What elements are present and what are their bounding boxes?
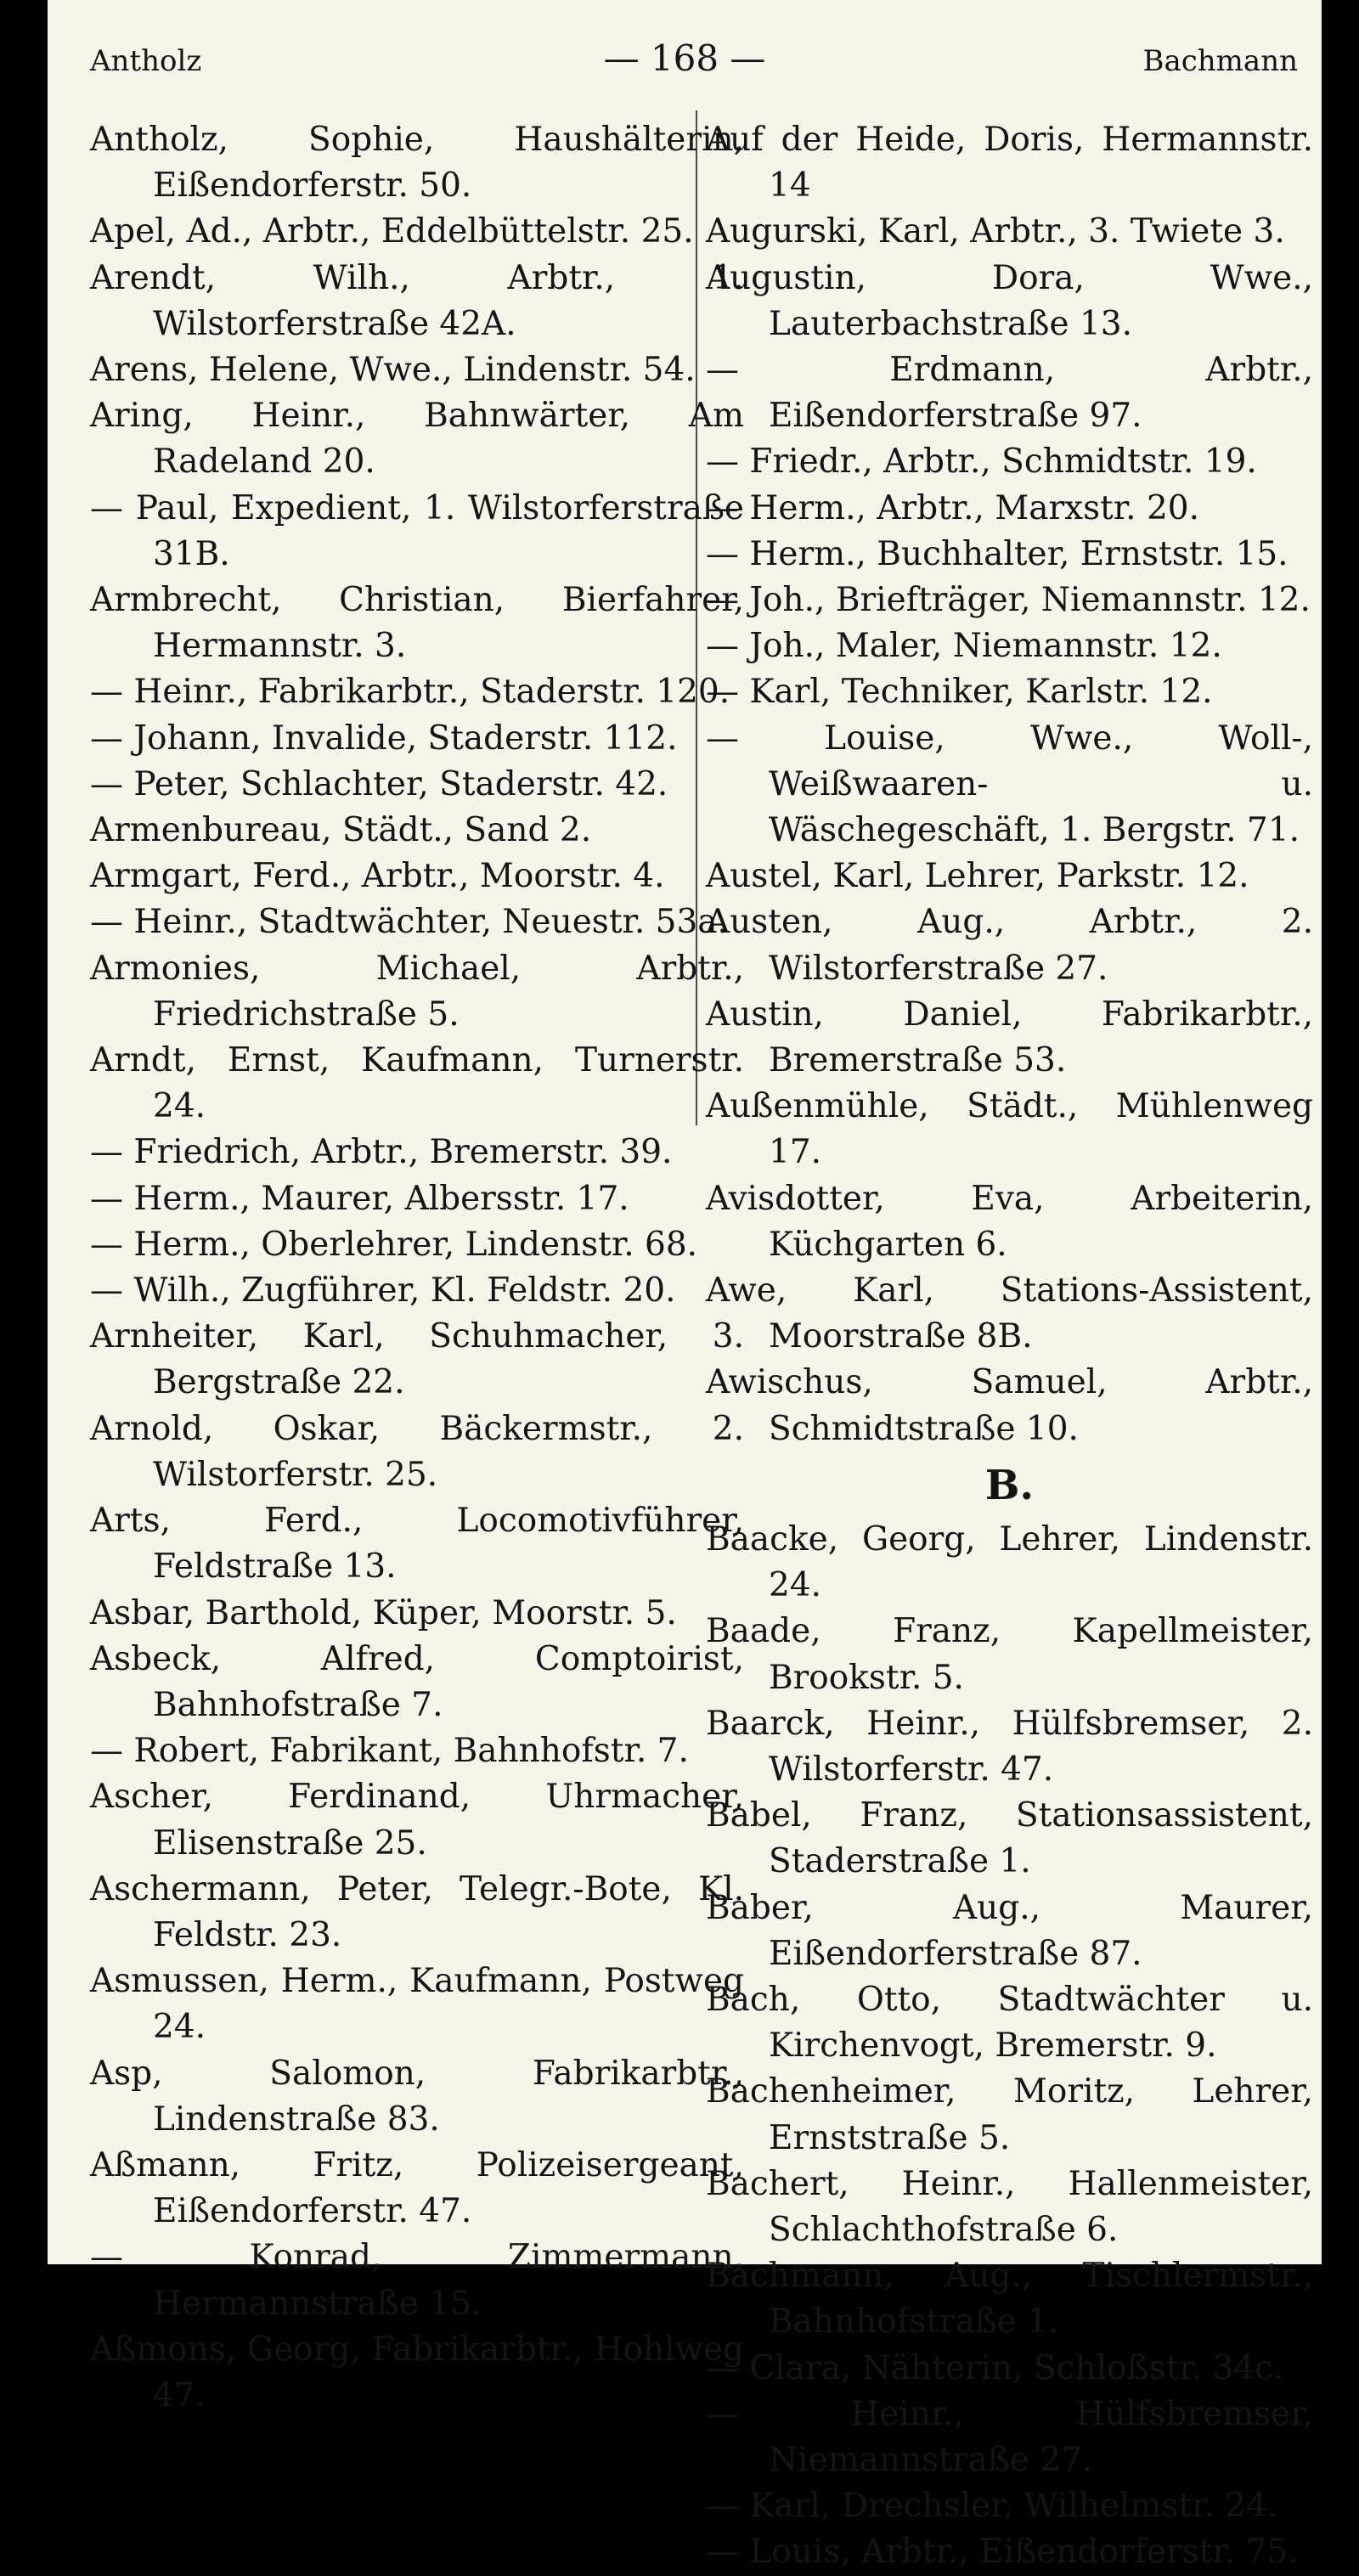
directory-entry: Arens, Helene, Wwe., Lindenstr. 54. xyxy=(90,351,696,390)
directory-entry: — Karl, Techniker, Karlstr. 12. xyxy=(706,673,1213,712)
directory-entry: Baarck, Heinr., Hülfsbremser, 2. Wilstorferstr. 47. xyxy=(706,1704,1313,1789)
directory-entry: — Friedrich, Arbtr., Bremerstr. 39. xyxy=(90,1133,673,1172)
directory-entry: — Karl, Drechsler, Wilhelmstr. 24. xyxy=(706,2487,1278,2526)
directory-entry: Aschermann, Peter, Telegr.-Bote, Kl. Feldstr. 23. xyxy=(90,1869,744,1954)
directory-entry: Arnold, Oskar, Bäckermstr., 2. Wilstorferstr. 25. xyxy=(90,1409,744,1494)
directory-entry: — Heinr., Fabrikarbtr., Staderstr. 120. xyxy=(90,673,730,712)
directory-entry: — Herm., Buchhalter, Ernststr. 15. xyxy=(706,534,1289,573)
directory-entry: — Joh., Maler, Niemannstr. 12. xyxy=(706,627,1222,666)
directory-entry: — Louise, Wwe., Woll-, Weißwaaren- u. Wäschegeschäft, 1. Bergstr. 71. xyxy=(706,719,1313,850)
directory-entry: — Joh., Briefträger, Niemannstr. 12. xyxy=(706,581,1311,620)
directory-entry: Armenbureau, Städt., Sand 2. xyxy=(90,811,592,850)
directory-entry: Aßmons, Georg, Fabrikarbtr., Hohlweg 47. xyxy=(90,2330,744,2415)
directory-entry: — Robert, Fabrikant, Bahnhofstr. 7. xyxy=(90,1732,689,1771)
directory-entry: Augurski, Karl, Arbtr., 3. Twiete 3. xyxy=(706,212,1285,251)
directory-entry: Austin, Daniel, Fabrikarbtr., Bremerstraße 53. xyxy=(706,995,1313,1080)
directory-entry: — Herm., Maurer, Albersstr. 17. xyxy=(90,1179,629,1218)
directory-entry: Awe, Karl, Stations-Assistent, Moorstraße 8B. xyxy=(706,1271,1313,1356)
directory-entry: Außenmühle, Städt., Mühlenweg 17. xyxy=(706,1087,1313,1172)
directory-entry: Ascher, Ferdinand, Uhrmacher, Elisenstraße 25. xyxy=(90,1778,744,1863)
directory-entry: — Johann, Invalide, Staderstr. 112. xyxy=(90,719,678,758)
directory-entry: — Heinr., Stadtwächter, Neuestr. 53a. xyxy=(90,903,728,942)
directory-entry: Asp, Salomon, Fabrikarbtr., Lindenstraße 83. xyxy=(90,2054,744,2139)
directory-entry: Armbrecht, Christian, Bierfahrer, Hermannstr. 3. xyxy=(90,581,744,666)
directory-entry: Augustin, Dora, Wwe., Lauterbachstraße 13. xyxy=(706,258,1313,343)
directory-entry: — Peter, Schlachter, Staderstr. 42. xyxy=(90,764,668,803)
directory-entry: Arendt, Wilh., Arbtr., 1. Wilstorferstraße 42A. xyxy=(90,258,744,343)
directory-entry: — Louis, Arbtr., Eißendorferstr. 75. xyxy=(706,2533,1299,2572)
right-column xyxy=(706,117,1313,2576)
directory-entry: Asmussen, Herm., Kaufmann, Postweg 24. xyxy=(90,1962,744,2047)
directory-entry: — Herm., Oberlehrer, Lindenstr. 68. xyxy=(90,1225,698,1264)
directory-entry: Arts, Ferd., Locomotivführer, Feldstraße 13. xyxy=(90,1502,744,1587)
directory-entry: Antholz, Sophie, Haushälterin, Eißendorferstr. 50. xyxy=(90,121,744,206)
directory-entry: — Clara, Nähterin, Schloßstr. 34c. xyxy=(706,2348,1284,2387)
directory-entry: Asbeck, Alfred, Comptoirist, Bahnhofstraße 7. xyxy=(90,1639,744,1724)
directory-entry: — Wilh., Zugführer, Kl. Feldstr. 20. xyxy=(90,1271,676,1311)
directory-entry: Baade, Franz, Kapellmeister, Brookstr. 5. xyxy=(706,1612,1313,1697)
directory-entry: Auf der Heide, Doris, Hermannstr. 14 xyxy=(706,121,1313,206)
directory-entry: Aring, Heinr., Bahnwärter, Am Radeland 20. xyxy=(90,397,744,482)
directory-entry: Aßmann, Fritz, Polizeisergeant, Eißendorferstr. 47. xyxy=(90,2145,744,2231)
directory-entry: Armonies, Michael, Arbtr., Friedrichstraße 5. xyxy=(90,949,744,1034)
directory-entry: Baber, Aug., Maurer, Eißendorferstraße 87. xyxy=(706,1888,1313,1973)
header-last-entry: Bachmann xyxy=(1142,44,1298,78)
directory-entry: Bachert, Heinr., Hallenmeister, Schlachthofstraße 6. xyxy=(706,2164,1313,2249)
directory-entry: — Paul, Expedient, 1. Wilstorferstraße 31B. xyxy=(90,488,744,573)
directory-entry: Armgart, Ferd., Arbtr., Moorstr. 4. xyxy=(90,857,665,896)
directory-entry: Apel, Ad., Arbtr., Eddelbüttelstr. 25. xyxy=(90,212,694,251)
directory-entry: Bachenheimer, Moritz, Lehrer, Ernststraße 5. xyxy=(706,2072,1313,2157)
directory-entry: Awischus, Samuel, Arbtr., Schmidtstraße 10. xyxy=(706,1363,1313,1448)
directory-entry: — Konrad, Zimmermann, Hermannstraße 15. xyxy=(90,2238,744,2323)
page-header xyxy=(48,37,1322,88)
header-first-entry: Antholz xyxy=(90,44,202,78)
directory-entry: Babel, Franz, Stationsassistent, Staderstraße 1. xyxy=(706,1796,1313,1881)
directory-entry: — Friedr., Arbtr., Schmidtstr. 19. xyxy=(706,442,1257,482)
directory-entry: Bach, Otto, Stadtwächter u. Kirchenvogt, Bremerstr. 9. xyxy=(706,1980,1313,2066)
section-letter-heading: B. xyxy=(984,1461,1035,1509)
directory-entry: — Herm., Arbtr., Marxstr. 20. xyxy=(706,488,1199,527)
page-number: — 168 — xyxy=(603,37,766,79)
directory-entry: Baacke, Georg, Lehrer, Lindenstr. 24. xyxy=(706,1519,1313,1605)
directory-entry: Austel, Karl, Lehrer, Parkstr. 12. xyxy=(706,857,1249,896)
directory-entry: Bachmann, Aug., Tischlermstr., Bahnhofstraße 1. xyxy=(706,2257,1313,2342)
directory-page xyxy=(48,0,1322,2572)
directory-entry: — Erdmann, Arbtr., Eißendorferstraße 97. xyxy=(706,351,1313,436)
directory-entry: Asbar, Barthold, Küper, Moorstr. 5. xyxy=(90,1593,677,1632)
left-column xyxy=(90,117,744,2419)
directory-entry: — Heinr., Hülfsbremser, Niemannstraße 27. xyxy=(706,2394,1313,2479)
directory-entry: Arnheiter, Karl, Schuhmacher, 3. Bergstraße 22. xyxy=(90,1317,744,1402)
directory-entry: Avisdotter, Eva, Arbeiterin, Küchgarten 6. xyxy=(706,1179,1313,1264)
directory-entry: Arndt, Ernst, Kaufmann, Turnerstr. 24. xyxy=(90,1041,744,1126)
directory-entry: Austen, Aug., Arbtr., 2. Wilstorferstraße 27. xyxy=(706,903,1313,988)
